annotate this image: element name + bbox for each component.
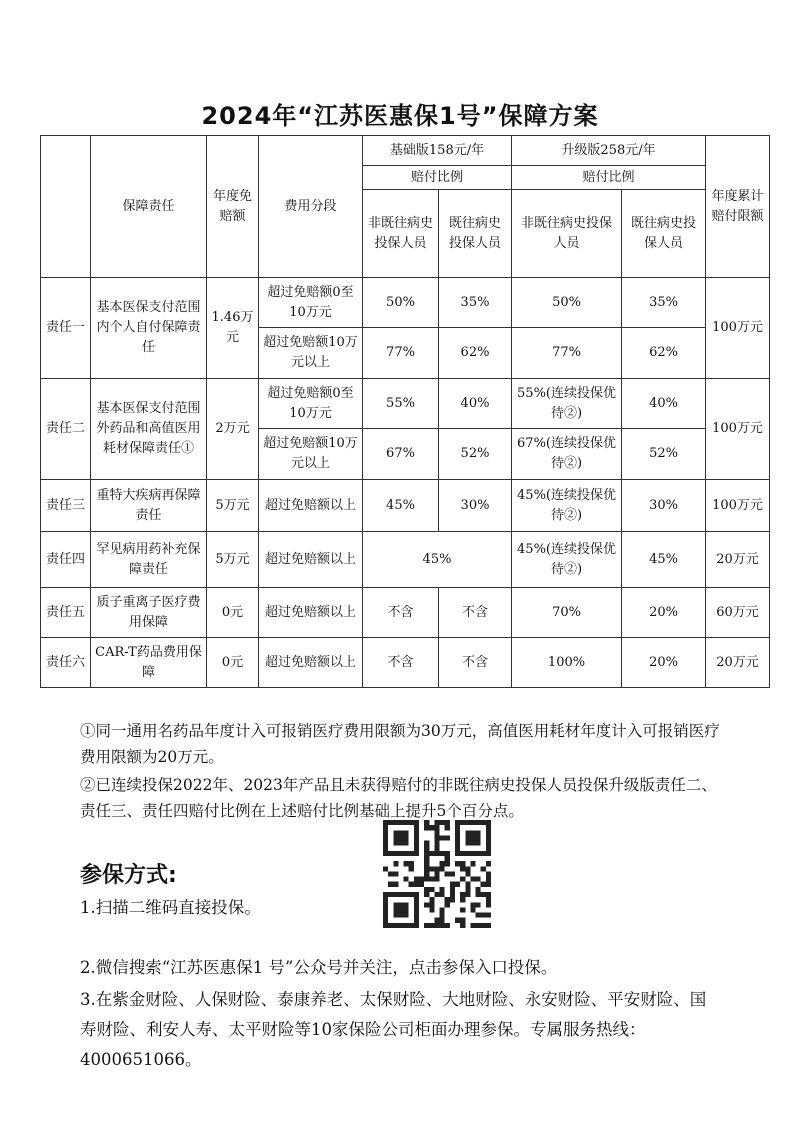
basic-non-preexisting-cell: 不含 (363, 588, 439, 638)
upgrade-preexisting-cell: 40% (622, 379, 706, 429)
deductible-cell: 5万元 (207, 480, 259, 532)
header-annual-limit: 年度累计赔付限额 (706, 136, 770, 278)
table-row (41, 532, 770, 588)
header-segment: 费用分段 (259, 136, 363, 278)
enroll-section-title: 参保方式: (80, 863, 177, 888)
upgrade-preexisting-cell: 20% (622, 638, 706, 688)
basic-preexisting-cell: 40% (439, 379, 512, 429)
footnote-1: ①同一通用名药品年度计入可报销医疗费用限额为30万元，高值医用耗材年度计入可报销医疗费用限额为20万元。 (80, 722, 720, 766)
responsibility-id: 责任四 (41, 532, 91, 588)
segment-cell: 超过免赔额0至10万元 (259, 278, 363, 328)
header-basic-payout: 赔付比例 (363, 166, 512, 190)
basic-preexisting-cell: 30% (439, 480, 512, 532)
header-upgrade-non-preexisting: 非既往病史投保人员 (512, 190, 622, 278)
upgrade-non-preexisting-cell: 67%(连续投保优待②) (512, 429, 622, 480)
segment-cell: 超过免赔额10万元以上 (259, 429, 363, 480)
basic-preexisting-cell: 52% (439, 429, 512, 480)
header-upgrade-payout: 赔付比例 (512, 166, 706, 190)
header-basic-preexisting: 既往病史投保人员 (439, 190, 512, 278)
upgrade-non-preexisting-cell: 70% (512, 588, 622, 638)
upgrade-preexisting-cell: 52% (622, 429, 706, 480)
upgrade-non-preexisting-cell: 45%(连续投保优待②) (512, 480, 622, 532)
upgrade-non-preexisting-cell: 50% (512, 278, 622, 328)
header-upgrade-version: 升级版258元/年 (512, 136, 706, 166)
basic-non-preexisting-cell: 67% (363, 429, 439, 480)
upgrade-preexisting-cell: 45% (622, 532, 706, 588)
deductible-cell: 1.46万元 (207, 278, 259, 379)
deductible-cell: 0元 (207, 588, 259, 638)
segment-cell: 超过免赔额以上 (259, 588, 363, 638)
blank-header-cell (41, 136, 91, 278)
enroll-method-1: 1.扫描二维码直接投保。 (80, 898, 261, 917)
segment-cell: 超过免赔额以上 (259, 532, 363, 588)
deductible-cell: 0元 (207, 638, 259, 688)
header-basic-non-preexisting: 非既往病史投保人员 (363, 190, 439, 278)
enroll-method-2: 2.微信搜索“江苏医惠保1 号”公众号并关注，点击参保入口投保。 (80, 958, 558, 977)
segment-cell: 超过免赔额10万元以上 (259, 328, 363, 379)
responsibility-name: 质子重离子医疗费用保障 (91, 588, 207, 638)
annual-limit-cell: 100万元 (706, 480, 770, 532)
table-row (41, 379, 770, 429)
deductible-cell: 2万元 (207, 379, 259, 480)
basic-non-preexisting-cell: 不含 (363, 638, 439, 688)
footnotes (80, 718, 720, 826)
segment-cell: 超过免赔额以上 (259, 480, 363, 532)
header-basic-version: 基础版158元/年 (363, 136, 512, 166)
responsibility-name: 基本医保支付范围外药品和高值医用耗材保障责任① (91, 379, 207, 480)
responsibility-name: CAR-T药品费用保障 (91, 638, 207, 688)
annual-limit-cell: 20万元 (706, 532, 770, 588)
upgrade-non-preexisting-cell: 100% (512, 638, 622, 688)
deductible-cell: 5万元 (207, 532, 259, 588)
basic-non-preexisting-cell: 45% (363, 480, 439, 532)
upgrade-non-preexisting-cell: 45%(连续投保优待②) (512, 532, 622, 588)
enroll-method-3: 3.在紫金财险、人保财险、泰康养老、太保财险、大地财险、永安财险、平安财险、国寿财险、利安人寿、太平财险等10家保险公司柜面办理参保。专属服务热线：4000651066。 (80, 990, 707, 1069)
upgrade-preexisting-cell: 20% (622, 588, 706, 638)
footnote-2: ②已连续投保2022年、2023年产品且未获得赔付的非既往病史投保人员投保升级版责任二、责任三、责任四赔付比例在上述赔付比例基础上提升5个百分点。 (80, 776, 717, 820)
responsibility-name: 基本医保支付范围内个人自付保障责任 (91, 278, 207, 379)
responsibility-name: 重特大疾病再保障责任 (91, 480, 207, 532)
basic-preexisting-cell: 不含 (439, 638, 512, 688)
table-row (41, 278, 770, 328)
basic-payout-cell: 45% (363, 532, 512, 588)
basic-preexisting-cell: 不含 (439, 588, 512, 638)
basic-preexisting-cell: 62% (439, 328, 512, 379)
upgrade-non-preexisting-cell: 55%(连续投保优待②) (512, 379, 622, 429)
responsibility-name: 罕见病用药补充保障责任 (91, 532, 207, 588)
basic-non-preexisting-cell: 77% (363, 328, 439, 379)
header-deductible: 年度免赔额 (207, 136, 259, 278)
basic-non-preexisting-cell: 55% (363, 379, 439, 429)
basic-preexisting-cell: 35% (439, 278, 512, 328)
responsibility-id: 责任三 (41, 480, 91, 532)
table-row (41, 638, 770, 688)
annual-limit-cell: 20万元 (706, 638, 770, 688)
upgrade-non-preexisting-cell: 77% (512, 328, 622, 379)
responsibility-id: 责任一 (41, 278, 91, 379)
upgrade-preexisting-cell: 30% (622, 480, 706, 532)
upgrade-preexisting-cell: 35% (622, 278, 706, 328)
coverage-table (40, 135, 770, 688)
table-row (41, 588, 770, 638)
segment-cell: 超过免赔额以上 (259, 638, 363, 688)
responsibility-id: 责任六 (41, 638, 91, 688)
basic-non-preexisting-cell: 50% (363, 278, 439, 328)
page-title: 2024年“江苏医惠保1号”保障方案 (201, 102, 599, 130)
segment-cell: 超过免赔额0至10万元 (259, 379, 363, 429)
annual-limit-cell: 100万元 (706, 379, 770, 480)
responsibility-id: 责任二 (41, 379, 91, 480)
annual-limit-cell: 60万元 (706, 588, 770, 638)
table-row (41, 480, 770, 532)
upgrade-preexisting-cell: 62% (622, 328, 706, 379)
responsibility-id: 责任五 (41, 588, 91, 638)
header-responsibility: 保障责任 (91, 136, 207, 278)
annual-limit-cell: 100万元 (706, 278, 770, 379)
header-upgrade-preexisting: 既往病史投保人员 (622, 190, 706, 278)
